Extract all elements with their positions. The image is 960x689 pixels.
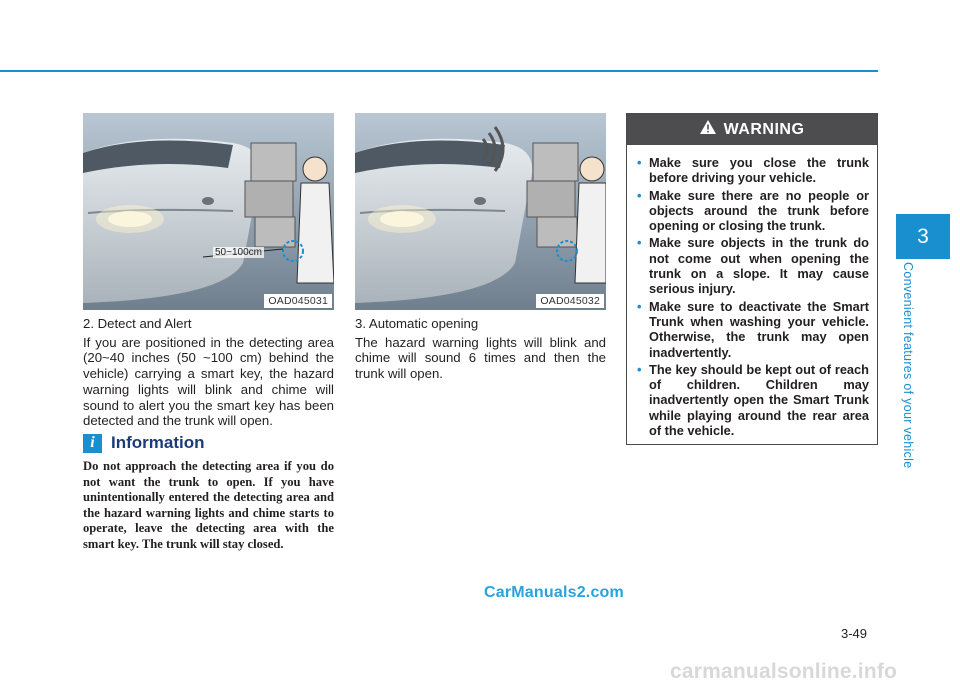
detect-alert-section: [83, 316, 334, 429]
chapter-title: [897, 262, 917, 492]
watermark-top[interactable]: CarManuals2.com: [484, 584, 624, 601]
info-icon: i: [83, 434, 102, 453]
warning-item: • Make sure to deactivate the Smart Trunk when washing your vehicle. Otherwise, the trunk may open inadvertently.: [637, 298, 869, 360]
distance-label: 50~100cm: [215, 247, 262, 258]
warning-item: • Make sure there are no people or objects around the trunk before opening or closing the trunk.: [637, 187, 869, 234]
chapter-title-text: Convenient features of your vehicle: [901, 262, 915, 469]
information-title: Information: [111, 433, 205, 452]
warning-header: [627, 114, 877, 145]
section-body: If you are positioned in the detecting area (20~40 inches (50 ~100 cm) behind the vehicle) carrying a smart key, the hazard warning lights will blink and chime will sound to alert you the smart key has been detected and the trunk will open.: [83, 334, 334, 429]
figure-detect-alert: [83, 113, 334, 310]
section-body: The hazard warning lights will blink and chime will sound 6 times and then the trunk will open.: [355, 334, 606, 382]
warning-title: WARNING: [723, 120, 805, 138]
figure-automatic-opening: [355, 113, 606, 310]
watermark-bottom[interactable]: carmanualsonline.info: [670, 660, 898, 683]
warning-box: [626, 113, 878, 445]
chapter-number-tab: 3: [896, 214, 950, 259]
automatic-opening-section: [355, 316, 606, 382]
warning-item: • Make sure objects in the trunk do not come out when opening the trunk on a slope. It may cause serious injury.: [637, 235, 869, 297]
figure-code: OAD045031: [264, 294, 332, 308]
car-rear-opening-illustration: [355, 113, 606, 310]
information-header: [83, 432, 205, 454]
section-heading: 3. Automatic opening: [355, 316, 479, 331]
warning-list: [627, 145, 877, 438]
information-body: Do not approach the detecting area if you do not want the trunk to open. If you have unintentionally entered the detecting area and the hazard warning lights and chime starts to operate, leave the detecting area with the smart key. The trunk will stay closed.: [83, 459, 334, 551]
warning-item: • The key should be kept out of reach of children. Children may inadvertently open the Smart Trunk while playing around the rear area of the vehicle.: [637, 361, 869, 439]
warning-triangle-icon: [700, 120, 716, 139]
warning-item: • Make sure you close the trunk before driving your vehicle.: [637, 155, 869, 186]
page-number: 3-49: [841, 626, 868, 641]
car-rear-illustration: [83, 113, 334, 310]
header-rule: [0, 70, 878, 72]
section-heading: 2. Detect and Alert: [83, 316, 192, 331]
figure-code: OAD045032: [536, 294, 604, 308]
